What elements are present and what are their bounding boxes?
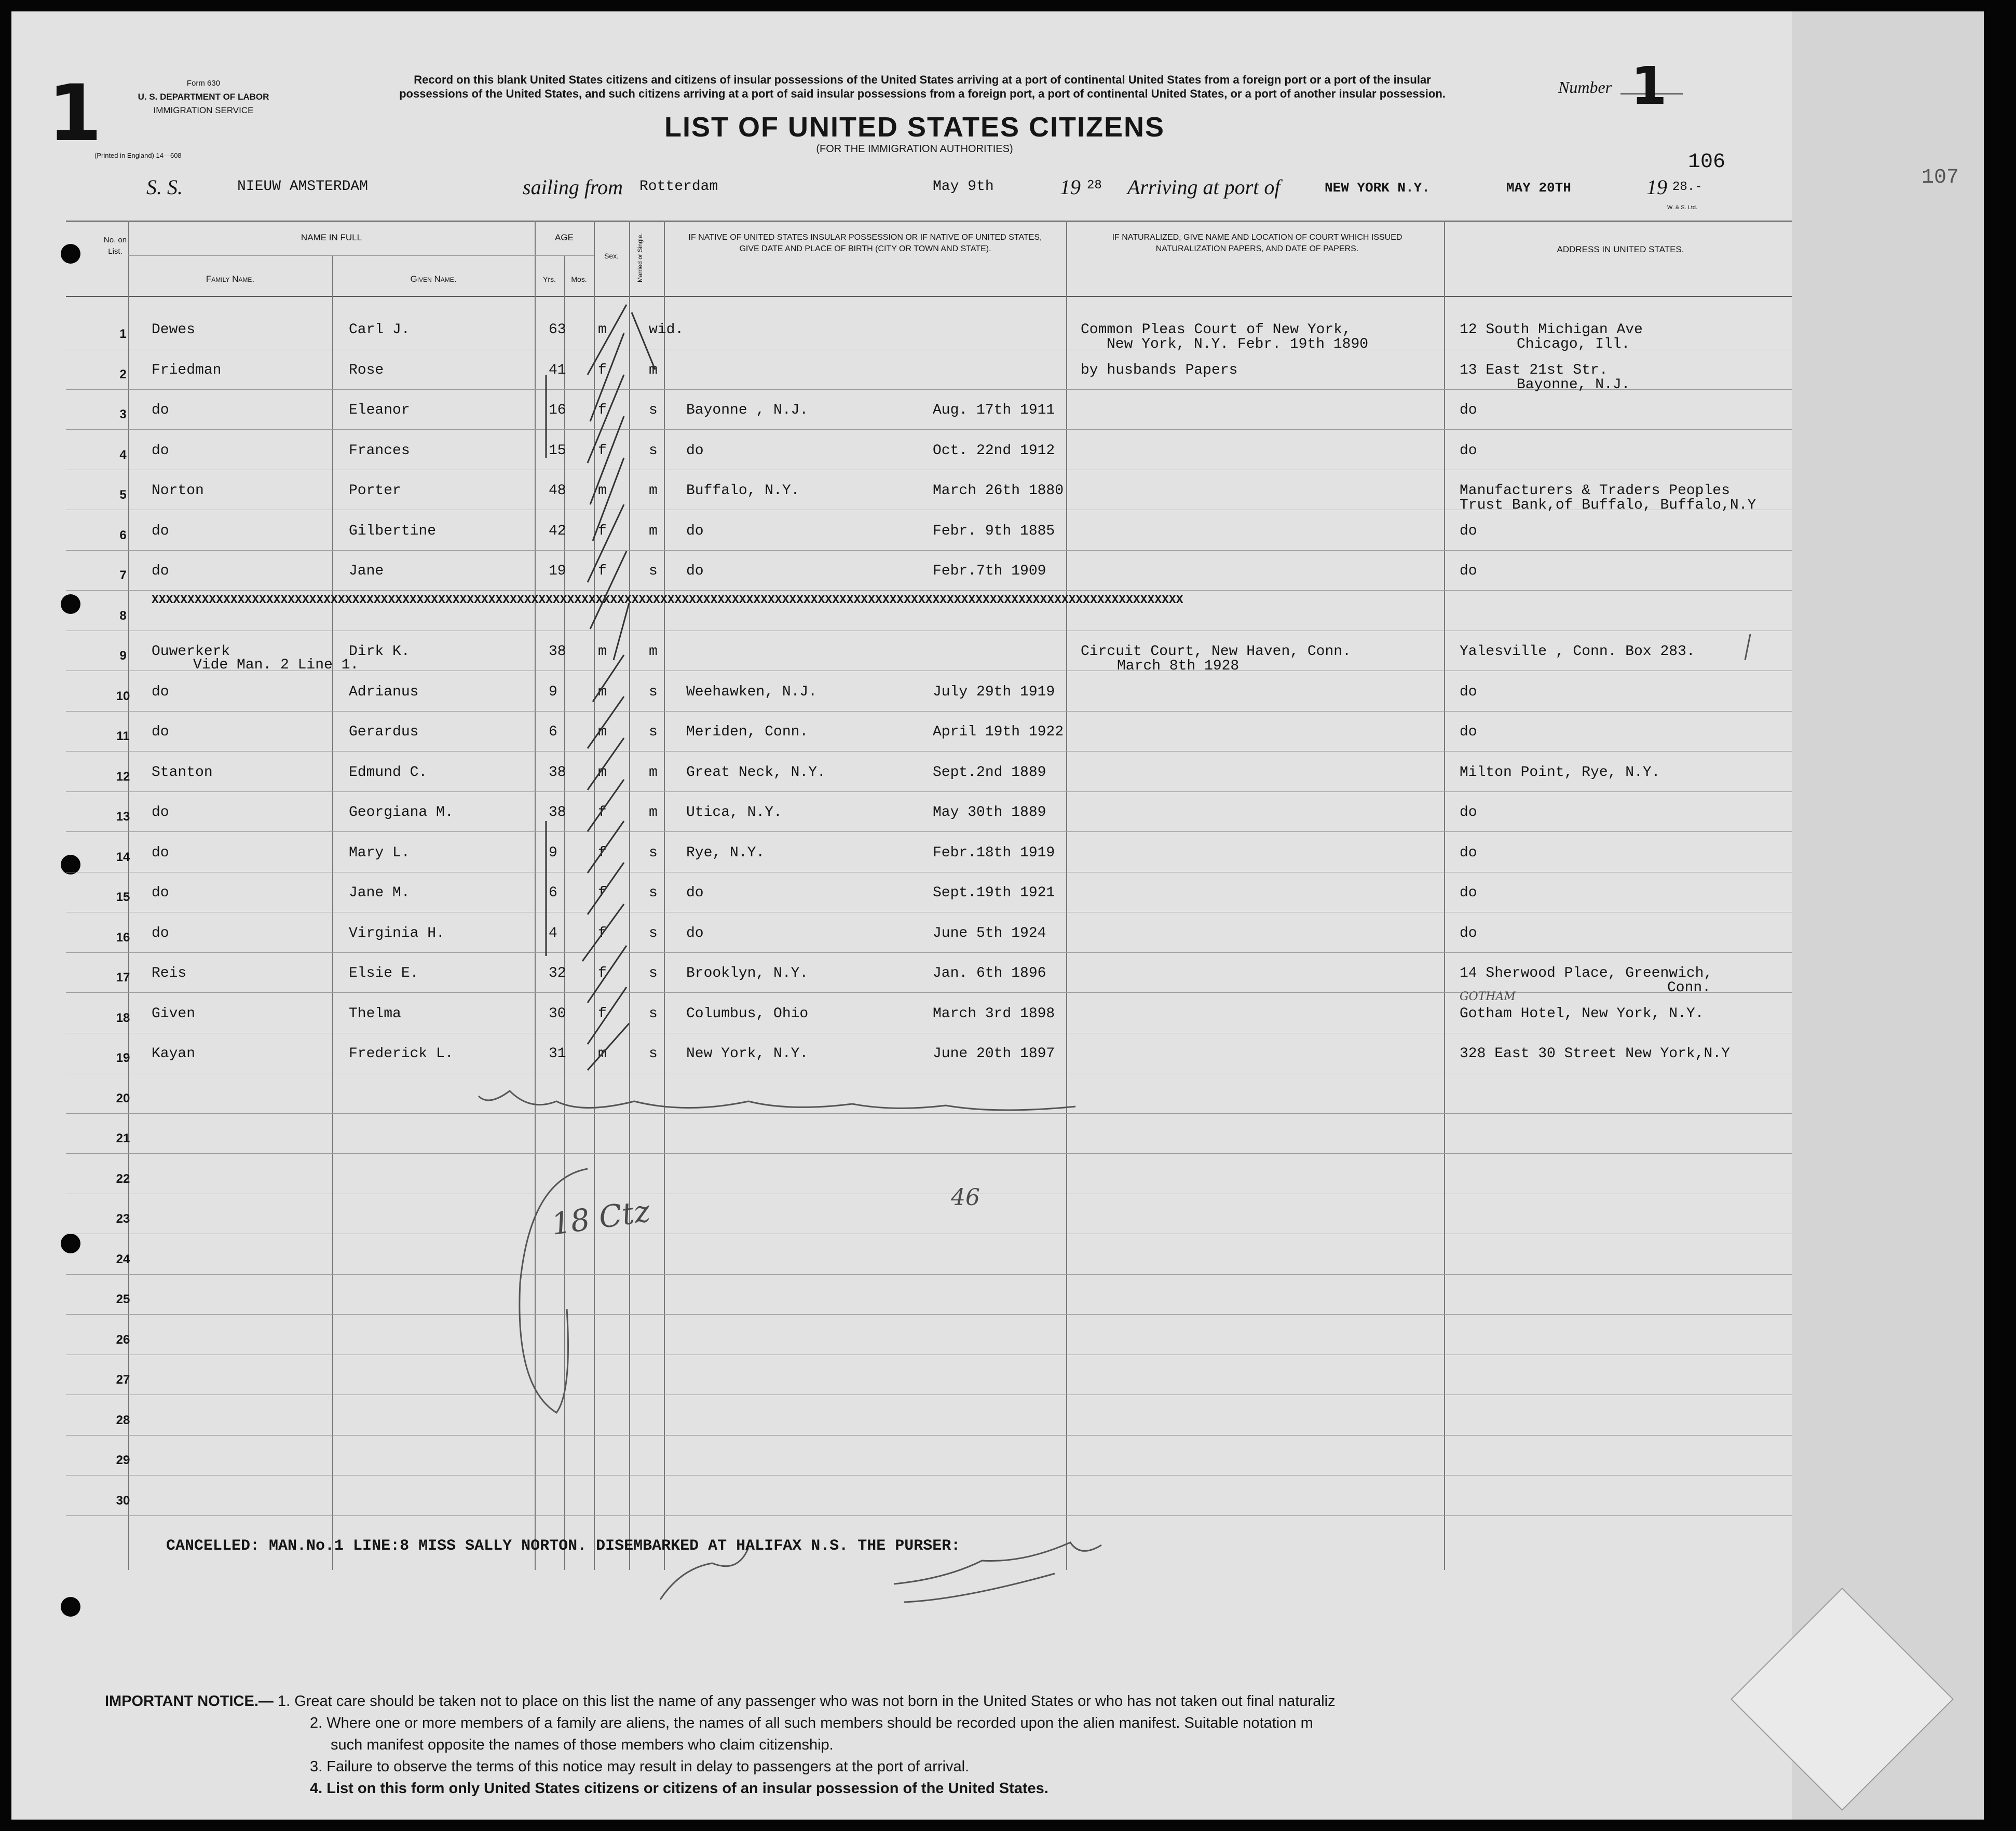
cell-given: Eleanor bbox=[349, 402, 410, 418]
cell-ms: m bbox=[649, 362, 658, 378]
cell-addr: do bbox=[1460, 684, 1477, 700]
row-number: 30 bbox=[116, 1493, 130, 1508]
cell-nat-line2: March 8th 1928 bbox=[1117, 658, 1239, 674]
cell-sex: f bbox=[598, 442, 607, 459]
cell-family: do bbox=[152, 885, 169, 901]
manifest-sheet bbox=[11, 11, 1984, 1820]
cell-ms: s bbox=[649, 1005, 658, 1022]
cell-ms: s bbox=[649, 724, 658, 740]
struck-out-line: XXXXXXXXXXXXXXXXXXXXXXXXXXXXXXXXXXXXXXXXXXXXXXXXXXXXXXXXXXXXXXXXXXXXXXXXXXXXXXXXXXXXXXXXXXXXXXXXXXXXXXXXXXXXXXXXXXXXXXXXXXXXXXXXXXXXXXXXXXXXXXXX bbox=[152, 593, 1183, 607]
cell-age: 16 bbox=[549, 402, 566, 418]
cell-family: Reis bbox=[152, 965, 187, 981]
cell-given: Mary L. bbox=[349, 844, 410, 861]
row-number: 9 bbox=[119, 649, 127, 663]
row-number: 3 bbox=[119, 407, 127, 421]
row-number: 21 bbox=[116, 1131, 130, 1145]
cell-date: Febr. 9th 1885 bbox=[933, 523, 1055, 539]
cancellation-note: CANCELLED: MAN.No.1 LINE:8 MISS SALLY NORTON. DISEMBARKED AT HALIFAX N.S. THE PURSER: bbox=[166, 1537, 961, 1555]
cell-addr-line2: Bayonne, N.J. bbox=[1517, 376, 1630, 393]
row-number: 15 bbox=[116, 890, 130, 904]
cell-given: Jane bbox=[349, 563, 384, 579]
cell-ms: s bbox=[649, 1046, 658, 1062]
cell-age: 15 bbox=[549, 442, 566, 459]
cell-place: Weehawken, N.J. bbox=[686, 684, 818, 700]
cell-date: Sept.19th 1921 bbox=[933, 885, 1055, 901]
arriving-label: Arriving at port of bbox=[1127, 175, 1281, 199]
cell-given: Adrianus bbox=[349, 684, 419, 700]
notice-item: 3. Failure to observe the terms of this notice may result in delay to passengers at the port of arrival. bbox=[310, 1758, 970, 1775]
cell-given: Carl J. bbox=[349, 322, 410, 338]
cell-family: Norton bbox=[152, 483, 204, 499]
cell-family: do bbox=[152, 684, 169, 700]
cell-nat-line2: New York, N.Y. Febr. 19th 1890 bbox=[1107, 336, 1369, 352]
cell-family: Ouwerkerk bbox=[152, 644, 230, 660]
cell-age: 38 bbox=[549, 764, 566, 781]
row-number: 29 bbox=[116, 1453, 130, 1467]
cell-sex: f bbox=[598, 523, 607, 539]
cell-date: Febr.7th 1909 bbox=[933, 563, 1046, 579]
number-label: Number bbox=[1558, 78, 1612, 97]
cell-addr: Yalesville , Conn. Box 283. bbox=[1460, 644, 1695, 660]
arrival-port: NEW YORK N.Y. bbox=[1325, 180, 1430, 196]
cell-place: do bbox=[686, 563, 704, 579]
cell-ms: s bbox=[649, 965, 658, 981]
cell-family: do bbox=[152, 523, 169, 539]
row-number: 17 bbox=[116, 971, 130, 985]
row-number: 5 bbox=[119, 488, 127, 502]
header-naturalized: IF NATURALIZED, GIVE NAME AND LOCATION OF COURT WHICH ISSUED NATURALIZATION PAPERS, AND DATE OF PAPERS. bbox=[1112, 233, 1402, 253]
cell-date: Jan. 6th 1896 bbox=[933, 965, 1046, 981]
ss-label: S. S. bbox=[146, 175, 183, 199]
cell-given: Virginia H. bbox=[349, 925, 445, 941]
arrival-year-prefix: 19 bbox=[1646, 175, 1667, 199]
row-number: 6 bbox=[119, 528, 127, 542]
cell-place: Bayonne , N.J. bbox=[686, 402, 809, 418]
row-number: 13 bbox=[116, 810, 130, 824]
cell-sex: m bbox=[598, 644, 607, 660]
cell-addr: Milton Point, Rye, N.Y. bbox=[1460, 764, 1660, 781]
row-number: 23 bbox=[116, 1212, 130, 1226]
cell-addr: do bbox=[1460, 523, 1477, 539]
row-number: 25 bbox=[116, 1292, 130, 1306]
row-number: 8 bbox=[119, 608, 127, 623]
row-number: 18 bbox=[116, 1010, 130, 1025]
cell-addr-line2: Chicago, Ill. bbox=[1517, 336, 1630, 352]
cell-addr: do bbox=[1460, 563, 1477, 579]
cell-addr: 12 South Michigan Ave bbox=[1460, 322, 1643, 338]
cell-family: Given bbox=[152, 1005, 196, 1022]
cell-age: 31 bbox=[549, 1046, 566, 1062]
cell-family: do bbox=[152, 402, 169, 418]
cell-place: Rye, N.Y. bbox=[686, 844, 765, 861]
cell-date: April 19th 1922 bbox=[933, 724, 1064, 740]
cell-ms: m bbox=[649, 483, 658, 499]
cell-given: Gilbertine bbox=[349, 523, 437, 539]
header-age: AGE bbox=[555, 233, 574, 242]
header-name-in-full: NAME IN FULL bbox=[301, 233, 362, 242]
cell-family: do bbox=[152, 804, 169, 821]
row-number: 19 bbox=[116, 1051, 130, 1065]
header-no: No. on List. bbox=[103, 236, 127, 256]
row-number: 28 bbox=[116, 1413, 130, 1427]
cell-sex: f bbox=[598, 844, 607, 861]
sheet-number: 1 bbox=[48, 69, 102, 159]
cell-ms: s bbox=[649, 925, 658, 941]
cell-addr: do bbox=[1460, 724, 1477, 740]
cell-addr: do bbox=[1460, 885, 1477, 901]
cell-date: June 5th 1924 bbox=[933, 925, 1046, 941]
cell-ms: m bbox=[649, 523, 658, 539]
header-birth: IF NATIVE OF UNITED STATES INSULAR POSSESSION OR IF NATIVE OF UNITED STATES, GIVE DATE AND PLACE OF BIRTH (CITY OR TOWN AND STATE). bbox=[688, 233, 1042, 253]
cell-ms: m bbox=[649, 764, 658, 781]
notice-item: 2. Where one or more members of a family are aliens, the names of all such members should be recorded upon the alien manifest. Suitable notation m bbox=[310, 1715, 1313, 1731]
cell-addr: do bbox=[1460, 804, 1477, 821]
cell-sex: m bbox=[598, 724, 607, 740]
cell-sex: m bbox=[598, 684, 607, 700]
cell-age: 38 bbox=[549, 804, 566, 821]
notice-item: 4. List on this form only United States citizens or citizens of an insular possession of the United States. bbox=[310, 1780, 1048, 1797]
page-subtitle: (FOR THE IMMIGRATION AUTHORITIES) bbox=[816, 143, 1013, 155]
cell-place: Great Neck, N.Y. bbox=[686, 764, 826, 781]
cell-age: 6 bbox=[549, 885, 557, 901]
cell-age: 19 bbox=[549, 563, 566, 579]
notice-item: 1. Great care should be taken not to place on this list the name of any passenger who was not born in the United States or who has not taken out final naturaliz bbox=[277, 1693, 1336, 1710]
cell-date: Aug. 17th 1911 bbox=[933, 402, 1055, 418]
cell-date: June 20th 1897 bbox=[933, 1046, 1055, 1062]
row-number: 24 bbox=[116, 1252, 130, 1266]
cell-sex: f bbox=[598, 885, 607, 901]
row-number: 11 bbox=[116, 729, 130, 743]
departure-port: Rotterdam bbox=[639, 179, 718, 195]
cell-sex: f bbox=[598, 1005, 607, 1022]
handwritten-correction: GOTHAM bbox=[1460, 990, 1516, 1003]
row-number: 26 bbox=[116, 1332, 130, 1347]
cell-age: 30 bbox=[549, 1005, 566, 1022]
cell-nat: by husbands Papers bbox=[1081, 362, 1238, 378]
ship-name: NIEUW AMSTERDAM bbox=[237, 179, 369, 195]
cell-age: 32 bbox=[549, 965, 566, 981]
cell-ms: m bbox=[649, 804, 658, 821]
departure-year: 28 bbox=[1087, 179, 1102, 193]
cell-date: March 3rd 1898 bbox=[933, 1005, 1055, 1022]
cell-place: do bbox=[686, 523, 704, 539]
row-number: 4 bbox=[119, 447, 127, 462]
cell-place: Utica, N.Y. bbox=[686, 804, 782, 821]
sailing-label: sailing from bbox=[523, 175, 623, 199]
cell-sex: f bbox=[598, 925, 607, 941]
cell-age: 63 bbox=[549, 322, 566, 338]
cell-date: May 30th 1889 bbox=[933, 804, 1046, 821]
row-number: 27 bbox=[116, 1373, 130, 1387]
cell-addr: Gotham Hotel, New York, N.Y. bbox=[1460, 1005, 1704, 1022]
cell-age: 9 bbox=[549, 844, 557, 861]
cell-sex: f bbox=[598, 804, 607, 821]
printer-mark: W. & S. Ltd. bbox=[1667, 204, 1698, 211]
cell-addr: 328 East 30 Street New York,N.Y bbox=[1460, 1046, 1730, 1062]
cell-place: do bbox=[686, 885, 704, 901]
cell-date: Oct. 22nd 1912 bbox=[933, 442, 1055, 459]
cell-addr: do bbox=[1460, 402, 1477, 418]
cell-place: New York, N.Y. bbox=[686, 1046, 809, 1062]
row-number: 10 bbox=[116, 689, 130, 703]
cell-sex: m bbox=[598, 483, 607, 499]
cell-ms: wid. bbox=[649, 322, 684, 338]
notice-item: such manifest opposite the names of those members who claim citizenship. bbox=[331, 1737, 834, 1753]
cell-addr: do bbox=[1460, 925, 1477, 941]
cell-given: Dirk K. bbox=[349, 644, 410, 660]
cell-given: Edmund C. bbox=[349, 764, 428, 781]
cell-given: Porter bbox=[349, 483, 401, 499]
cell-family: do bbox=[152, 442, 169, 459]
header-sex: Sex. bbox=[604, 252, 619, 260]
cell-place: Meriden, Conn. bbox=[686, 724, 809, 740]
cell-ms: s bbox=[649, 844, 658, 861]
row-number: 14 bbox=[116, 850, 130, 864]
handwritten-circled-note: 18 Ctz bbox=[549, 1193, 652, 1242]
cell-place: do bbox=[686, 925, 704, 941]
handwritten-count: 46 bbox=[951, 1184, 980, 1211]
row-number: 1 bbox=[119, 327, 127, 341]
cell-sex: f bbox=[598, 362, 607, 378]
page-title: LIST OF UNITED STATES CITIZENS bbox=[664, 112, 1165, 143]
cell-date: Sept.2nd 1889 bbox=[933, 764, 1046, 781]
sheet-page-number: 106 bbox=[1688, 151, 1726, 174]
cell-ms: s bbox=[649, 442, 658, 459]
arrival-date: MAY 20TH bbox=[1506, 180, 1571, 196]
notice-label: IMPORTANT NOTICE.— bbox=[105, 1693, 274, 1710]
departure-date: May 9th bbox=[933, 179, 994, 195]
cell-given: Frances bbox=[349, 442, 410, 459]
cell-age: 9 bbox=[549, 684, 557, 700]
cell-cross-reference: Vide Man. 2 Line 1. bbox=[193, 657, 359, 673]
cell-ms: s bbox=[649, 885, 658, 901]
cell-age: 38 bbox=[549, 644, 566, 660]
cell-given: Jane M. bbox=[349, 885, 410, 901]
cell-given: Gerardus bbox=[349, 724, 419, 740]
cell-given: Georgiana M. bbox=[349, 804, 454, 821]
cell-age: 41 bbox=[549, 362, 566, 378]
cell-sex: f bbox=[598, 965, 607, 981]
cell-place: Brooklyn, N.Y. bbox=[686, 965, 809, 981]
cell-sex: m bbox=[598, 1046, 607, 1062]
cell-addr: 14 Sherwood Place, Greenwich, bbox=[1460, 965, 1713, 981]
row-number: 16 bbox=[116, 930, 130, 945]
cell-addr: Manufacturers & Traders Peoples bbox=[1460, 483, 1730, 499]
header-family-name: Family Name. bbox=[206, 274, 255, 284]
cell-age: 42 bbox=[549, 523, 566, 539]
cell-family: Stanton bbox=[152, 764, 213, 781]
cell-ms: s bbox=[649, 402, 658, 418]
cell-given: Thelma bbox=[349, 1005, 401, 1022]
cell-family: Friedman bbox=[152, 362, 222, 378]
cell-family: do bbox=[152, 925, 169, 941]
header-given-name: Given Name. bbox=[410, 274, 457, 284]
preamble: Record on this blank United States citizens and citizens of insular possessions of the United States arriving at a port of continental United States from a foreign port or a port of the insular possessions of the United States, and such citizens arriving at a port of said insular possessions from a foreign port, a port of continental United States, or a port of another insular possession. bbox=[399, 73, 1446, 100]
cell-family: Dewes bbox=[152, 322, 196, 338]
cell-age: 4 bbox=[549, 925, 557, 941]
cell-age: 6 bbox=[549, 724, 557, 740]
cell-sex: f bbox=[598, 402, 607, 418]
cell-place: do bbox=[686, 442, 704, 459]
row-number: 12 bbox=[116, 769, 130, 784]
cell-given: Frederick L. bbox=[349, 1046, 454, 1062]
header-yrs: Yrs. bbox=[543, 275, 556, 283]
cell-addr-line2: Trust Bank,of Buffalo, Buffalo,N.Y bbox=[1460, 497, 1756, 513]
cell-family: do bbox=[152, 724, 169, 740]
cell-family: Kayan bbox=[152, 1046, 196, 1062]
number-value: 1 bbox=[1631, 56, 1667, 116]
cell-given: Elsie E. bbox=[349, 965, 419, 981]
cell-ms: s bbox=[649, 684, 658, 700]
cell-sex: m bbox=[598, 764, 607, 781]
cell-family: do bbox=[152, 844, 169, 861]
cell-place: Buffalo, N.Y. bbox=[686, 483, 800, 499]
cell-place: Columbus, Ohio bbox=[686, 1005, 809, 1022]
header-married: Married or Single. bbox=[636, 233, 644, 283]
cell-date: July 29th 1919 bbox=[933, 684, 1055, 700]
cell-nat: Circuit Court, New Haven, Conn. bbox=[1081, 644, 1351, 660]
cell-date: March 26th 1880 bbox=[933, 483, 1064, 499]
printed-note: (Printed in England) 14—608 bbox=[94, 152, 182, 159]
form-number: Form 630 bbox=[186, 79, 221, 88]
cell-ms: m bbox=[649, 644, 658, 660]
cell-family: do bbox=[152, 563, 169, 579]
next-sheet-page-number: 107 bbox=[1922, 166, 1959, 189]
cell-sex: f bbox=[598, 563, 607, 579]
row-number: 7 bbox=[119, 568, 127, 582]
arrival-year: 28.- bbox=[1672, 180, 1702, 194]
row-number: 2 bbox=[119, 367, 127, 381]
departure-year-prefix: 19 bbox=[1060, 175, 1081, 199]
cell-nat: Common Pleas Court of New York, bbox=[1081, 322, 1351, 338]
important-notice bbox=[105, 1690, 1792, 1799]
service: IMMIGRATION SERVICE bbox=[153, 105, 254, 115]
cell-addr: 13 East 21st Str. bbox=[1460, 362, 1608, 378]
cell-ms: s bbox=[649, 563, 658, 579]
cell-sex: m bbox=[598, 322, 607, 338]
cell-addr: do bbox=[1460, 442, 1477, 459]
cell-addr-line2: Conn. bbox=[1667, 980, 1711, 996]
cell-date: Febr.18th 1919 bbox=[933, 844, 1055, 861]
department: U. S. DEPARTMENT OF LABOR bbox=[138, 92, 269, 102]
cell-addr: do bbox=[1460, 844, 1477, 861]
header-address: ADDRESS IN UNITED STATES. bbox=[1557, 244, 1684, 254]
cell-age: 48 bbox=[549, 483, 566, 499]
row-number: 22 bbox=[116, 1171, 130, 1186]
row-number: 20 bbox=[116, 1091, 130, 1105]
cell-given: Rose bbox=[349, 362, 384, 378]
header-mos: Mos. bbox=[571, 275, 587, 283]
